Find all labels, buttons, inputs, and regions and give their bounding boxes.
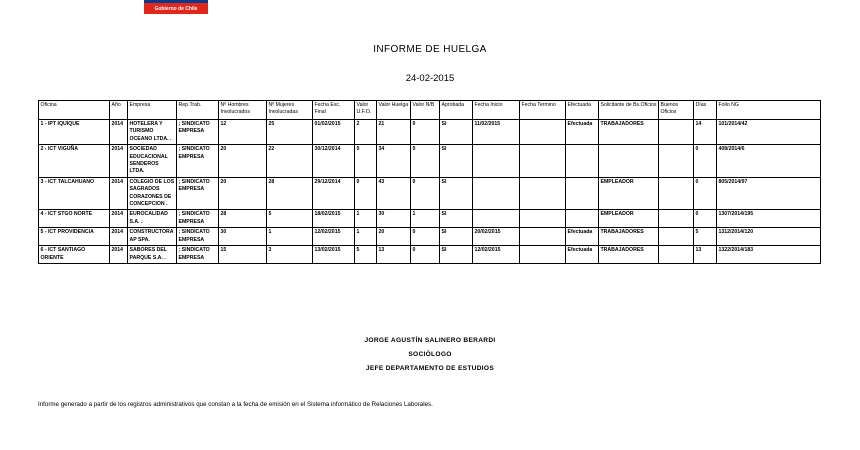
- table-cell: 3: [267, 246, 313, 264]
- strike-report-table: [38, 100, 821, 264]
- table-cell: 0: [411, 228, 440, 246]
- table-cell: [473, 210, 520, 228]
- table-row: [39, 210, 821, 228]
- table-cell: 15: [219, 246, 267, 264]
- table-cell: [566, 210, 599, 228]
- table-cell: 805/2014/97: [717, 177, 821, 210]
- table-cell: Efectuada: [566, 228, 599, 246]
- table-cell: 2014: [110, 145, 128, 178]
- column-header: Nº Hombres Involucrados: [219, 101, 267, 120]
- table-cell: 2014: [110, 177, 128, 210]
- table-cell: [566, 145, 599, 178]
- table-cell: EUROCALIDAD S.A. .: [128, 210, 177, 228]
- table-cell: SI: [440, 246, 473, 264]
- table-cell: 1: [267, 228, 313, 246]
- table-cell: Efectuada: [566, 246, 599, 264]
- column-header: Fecha Exc. Final: [313, 101, 355, 120]
- column-header: Folio NG: [717, 101, 821, 120]
- table-cell: TRABAJADORES: [599, 120, 659, 145]
- signer-position: JEFE DEPARTAMENTO DE ESTUDIOS: [365, 365, 495, 372]
- logo-text: Gobierno de Chile: [144, 3, 208, 14]
- table-body: [39, 120, 821, 264]
- table-cell: SABORES DEL PARQUE S.A. .: [128, 246, 177, 264]
- table-cell: 0: [411, 177, 440, 210]
- signer-name: JORGE AGUSTÍN SALINERO BERARDI: [364, 337, 496, 344]
- table-cell: 30: [377, 210, 411, 228]
- table-cell: 13: [694, 246, 717, 264]
- table-cell: 20: [219, 177, 267, 210]
- table-cell: 2014: [110, 120, 128, 145]
- table-cell: 11/02/2015: [473, 120, 520, 145]
- table-cell: 21: [377, 120, 411, 145]
- table-cell: 0: [411, 246, 440, 264]
- column-header: Rep.Trab.: [177, 101, 219, 120]
- table-row: [39, 228, 821, 246]
- table-row: [39, 120, 821, 145]
- table-cell: [520, 177, 566, 210]
- table-cell: 1307/2014/195: [717, 210, 821, 228]
- column-header: Fecha Inicio: [473, 101, 520, 120]
- table-cell: [520, 228, 566, 246]
- table-cell: [659, 145, 694, 178]
- table-cell: 0: [694, 210, 717, 228]
- table-cell: 12/02/2015: [473, 246, 520, 264]
- table-cell: ; SINDICATO EMPRESA: [177, 120, 219, 145]
- table-cell: TRABAJADORES: [599, 228, 659, 246]
- column-header: Aprobada: [440, 101, 473, 120]
- table-cell: HOTELERA Y TURISMO OCEANO LTDA. .: [128, 120, 177, 145]
- table-cell: 0: [411, 145, 440, 178]
- column-header: Año: [110, 101, 128, 120]
- table-cell: CONSTRUCTORA AP SPA.: [128, 228, 177, 246]
- table-header: [39, 101, 821, 120]
- table-cell: 1312/2014/120: [717, 228, 821, 246]
- header-row: [39, 101, 821, 120]
- column-header: Valor U.F.O.: [355, 101, 377, 120]
- table-cell: 22: [267, 145, 313, 178]
- table-cell: EMPLEADOR: [599, 177, 659, 210]
- table-cell: 28: [267, 177, 313, 210]
- table-cell: [659, 228, 694, 246]
- table-cell: 12/02/2015: [313, 228, 355, 246]
- footer-note: Informe generado a partir de los registros administrativos que constan a la fecha de emisión en el Sistema informático de Relaciones Laborales.: [38, 401, 433, 408]
- table-cell: [473, 177, 520, 210]
- table-cell: [520, 145, 566, 178]
- table-cell: COLEGIO DE LOS SAGRADOS CORAZONES DE CONCEPCION .: [128, 177, 177, 210]
- report-title: INFORME DE HUELGA: [373, 44, 487, 55]
- table-cell: TRABAJADORES: [599, 246, 659, 264]
- table-cell: SOCIEDAD EDUCACIONAL SENDEROS LTDA.: [128, 145, 177, 178]
- table-cell: 408/2014/6: [717, 145, 821, 178]
- table-cell: 30/12/2014: [313, 145, 355, 178]
- table-cell: 5: [267, 210, 313, 228]
- table-cell: 20: [377, 228, 411, 246]
- table-cell: 0: [355, 145, 377, 178]
- table-cell: [520, 246, 566, 264]
- table-cell: SI: [440, 177, 473, 210]
- gobierno-de-chile-logo: [144, 0, 208, 14]
- table-cell: [659, 246, 694, 264]
- table-cell: 2 - ICT VIGUÑA: [39, 145, 110, 178]
- table-cell: 20/02/2015: [473, 228, 520, 246]
- table-cell: 28: [219, 210, 267, 228]
- column-header: Solicitante de Bs.Oficios: [599, 101, 659, 120]
- table-cell: 6 - ICT SANTIAGO ORIENTE: [39, 246, 110, 264]
- table-cell: [520, 120, 566, 145]
- table-row: [39, 177, 821, 210]
- table-cell: 3 - ICT TALCAHUANO: [39, 177, 110, 210]
- column-header: Nº Mujeres Involucradas: [267, 101, 313, 120]
- table-cell: 18/02/2015: [313, 210, 355, 228]
- table-cell: ; SINDICATO EMPRESA: [177, 145, 219, 178]
- table-row: [39, 246, 821, 264]
- table-cell: 25: [267, 120, 313, 145]
- table-cell: 5: [355, 246, 377, 264]
- table-cell: [599, 145, 659, 178]
- table-cell: 34: [377, 145, 411, 178]
- table-cell: 1322/2014/183: [717, 246, 821, 264]
- table-cell: ; SINDICATO EMPRESA: [177, 210, 219, 228]
- table-cell: Efectuada: [566, 120, 599, 145]
- table-cell: 2014: [110, 210, 128, 228]
- table-cell: 5 - ICT PROVIDENCIA: [39, 228, 110, 246]
- table-cell: ; SINDICATO EMPRESA: [177, 246, 219, 264]
- table-cell: 13: [377, 246, 411, 264]
- table-cell: 14: [694, 120, 717, 145]
- table-cell: SI: [440, 145, 473, 178]
- table-cell: [473, 145, 520, 178]
- table-cell: 1: [355, 228, 377, 246]
- column-header: Valor Huelga: [377, 101, 411, 120]
- table-cell: 20: [219, 145, 267, 178]
- column-header: Días: [694, 101, 717, 120]
- table-cell: 13/02/2015: [313, 246, 355, 264]
- table-cell: [520, 210, 566, 228]
- table-cell: 4 - ICT STGO NORTE: [39, 210, 110, 228]
- table-cell: 0: [694, 145, 717, 178]
- table-cell: [659, 210, 694, 228]
- signer-profession: SOCIÓLOGO: [408, 351, 452, 358]
- table-cell: 5: [694, 228, 717, 246]
- table-cell: ; SINDICATO EMPRESA: [177, 228, 219, 246]
- table-cell: 1: [411, 210, 440, 228]
- column-header: Fecha Termino: [520, 101, 566, 120]
- table-cell: [566, 177, 599, 210]
- table-cell: 0: [694, 177, 717, 210]
- table-cell: [659, 120, 694, 145]
- table-cell: 01/02/2015: [313, 120, 355, 145]
- table-cell: 43: [377, 177, 411, 210]
- table-cell: EMPLEADOR: [599, 210, 659, 228]
- column-header: Efectuada: [566, 101, 599, 120]
- table-cell: 2: [355, 120, 377, 145]
- table-cell: 101/2014/42: [717, 120, 821, 145]
- signature-block: [0, 334, 860, 376]
- column-header: Valor N/B: [411, 101, 440, 120]
- table-cell: 1 - IPT IQUIQUE: [39, 120, 110, 145]
- table-cell: SI: [440, 228, 473, 246]
- table-cell: SI: [440, 210, 473, 228]
- table-cell: 1: [355, 210, 377, 228]
- column-header: Empresa: [128, 101, 177, 120]
- table-cell: 12: [219, 120, 267, 145]
- report-date: 24-02-2015: [405, 73, 455, 84]
- table-row: [39, 145, 821, 178]
- table-cell: 2014: [110, 246, 128, 264]
- table-cell: 30: [219, 228, 267, 246]
- column-header: Oficina: [39, 101, 110, 120]
- table-cell: [659, 177, 694, 210]
- table-cell: ; SINDICATO EMPRESA: [177, 177, 219, 210]
- column-header: Buenos Oficios: [659, 101, 694, 120]
- table-cell: 2014: [110, 228, 128, 246]
- table-cell: 0: [411, 120, 440, 145]
- table-cell: 29/12/2014: [313, 177, 355, 210]
- table-cell: SI: [440, 120, 473, 145]
- table-cell: 0: [355, 177, 377, 210]
